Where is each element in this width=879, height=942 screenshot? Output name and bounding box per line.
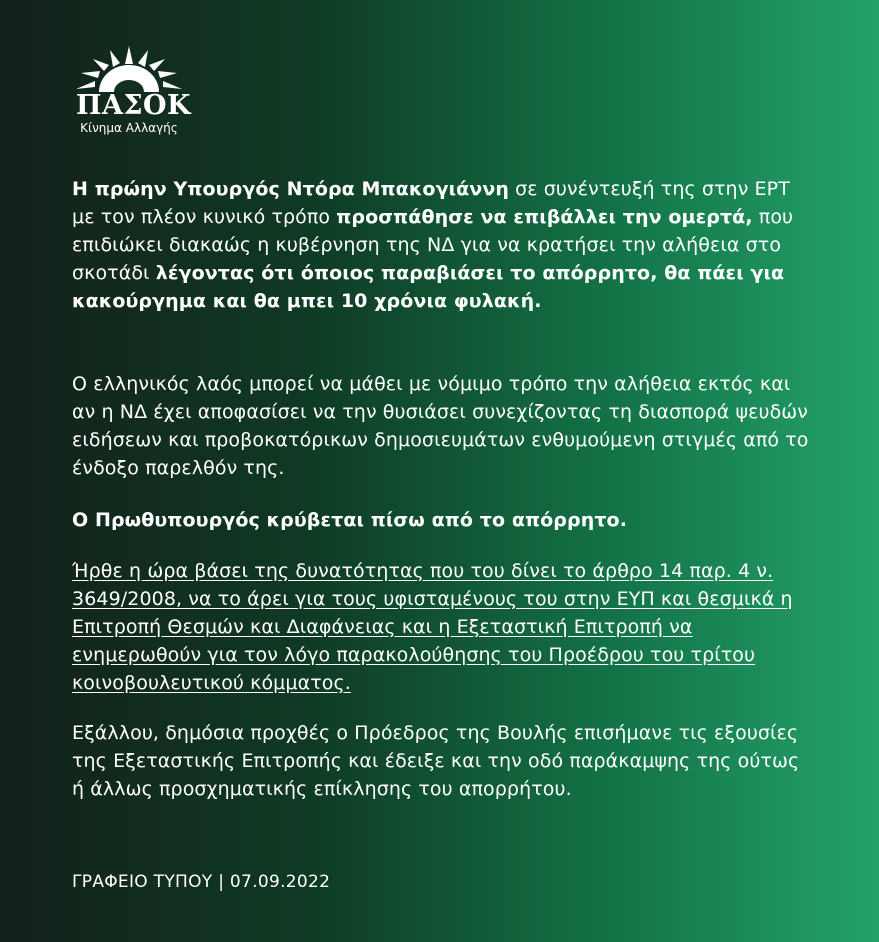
paragraph-1-bold-2: προσπάθησε να επιβάλλει την ομερτά, <box>336 206 753 228</box>
paragraph-1-bold-3: λέγοντας ότι όποιος παραβιάσει το απόρρητο, θα πάει για κακούργημα και θα μπει 10 χρόνια φυλακή. <box>72 262 785 312</box>
paragraph-4-text: Ήρθε η ώρα βάσει της δυνατότητας που του δίνει το άρθρο 14 παρ. 4 ν. 3649/2008, να το άρει για τους υφισταμένους του στην ΕΥΠ και θεσμικά η Επιτροπή Θεσμών και Διαφάνειας και η Εξεταστική Επιτροπή να ενημερωθούν για τον λόγο παρακολούθησης του Προέδρου του τρίτου κοινοβουλευτικού κόμματος. <box>72 560 793 694</box>
paragraph-5: Εξάλλου, δημόσια προχθές ο Πρόεδρος της Βουλής επισήμανε τις εξουσίες της Εξεταστικής Επιτροπής και έδειξε και την οδό παράκαμψης της ούτως ή άλλως προσχηματικής επίκλησης του απορρήτου. <box>72 722 800 800</box>
paragraph-1-text-1: σε συνέντευξή της στην ΕΡΤ με τον πλέον κυνικό τρόπο <box>72 178 790 228</box>
press-office-footer: ΓΡΑΦΕΙΟ ΤΥΠΟΥ | 07.09.2022 <box>72 872 331 892</box>
logo-name: ΠΑΣΟΚ <box>76 90 192 121</box>
paragraph-3-bold: Ο Πρωθυπουργός κρύβεται πίσω από το απόρρητο. <box>72 509 628 531</box>
paragraph-1-text-2: που επιδιώκει διακαώς η κυβέρνηση της ΝΔ για να κρατήσει την αλήθεια στο σκοτάδι <box>72 206 794 284</box>
paragraph-4 <box>72 557 812 697</box>
pasok-logo <box>70 44 190 134</box>
paragraph-1 <box>72 175 812 315</box>
paragraph-3 <box>72 506 812 534</box>
paragraph-1-bold-1: Η πρώην Υπουργός Ντόρα Μπακογιάννη <box>72 178 509 200</box>
sun-icon <box>76 44 182 94</box>
logo-tagline: Κίνημα Αλλαγής <box>80 121 178 135</box>
paragraph-2: Ο ελληνικός λαός μπορεί να μάθει με νόμιμο τρόπο την αλήθεια εκτός και αν η ΝΔ έχει αποφασίσει να την θυσιάσει συνεχίζοντας τη διασπορά ψευδών ειδήσεων και προβοκατόρικων δημοσιευμάτων ενθυμούμενη στιγμές από το ένδοξο παρελθόν της. <box>72 373 809 479</box>
